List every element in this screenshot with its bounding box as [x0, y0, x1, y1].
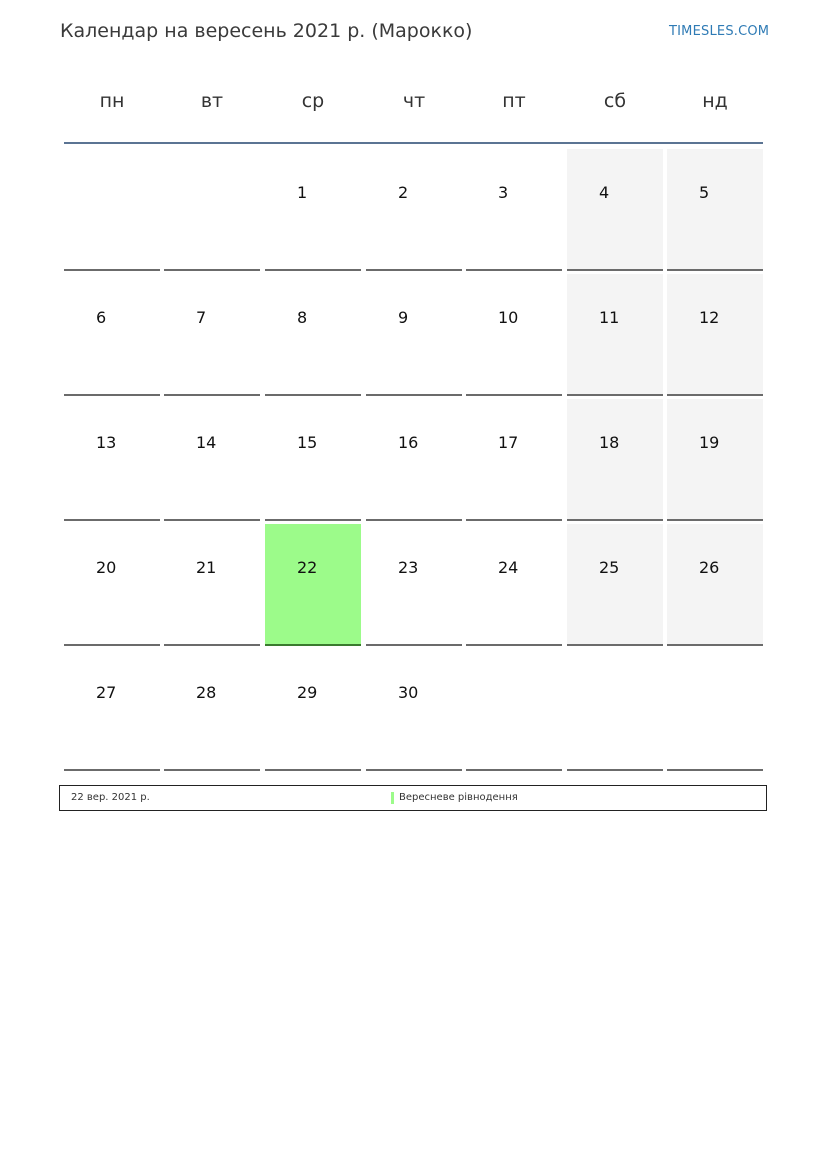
day-cell	[265, 399, 361, 521]
day-number: 27	[96, 683, 117, 702]
day-cell	[667, 149, 763, 271]
day-cell	[265, 649, 361, 771]
weekday-thu: чт	[402, 90, 426, 112]
calendar-grid	[64, 149, 764, 771]
day-number: 11	[599, 308, 620, 327]
day-number: 13	[96, 433, 117, 452]
day-number: 10	[498, 308, 519, 327]
day-cell	[64, 649, 160, 771]
day-cell	[466, 524, 562, 646]
header-divider	[64, 142, 763, 144]
day-cell	[164, 399, 260, 521]
brand-link[interactable]: TIMESLES.COM	[669, 24, 770, 39]
day-cell	[64, 524, 160, 646]
day-number: 6	[96, 308, 107, 327]
day-cell	[667, 524, 763, 646]
day-cell	[366, 524, 462, 646]
day-number: 23	[398, 558, 419, 577]
day-cell	[366, 149, 462, 271]
weekday-sun: нд	[702, 90, 728, 112]
day-number: 25	[599, 558, 620, 577]
day-cell	[667, 399, 763, 521]
day-number: 8	[297, 308, 308, 327]
day-cell	[164, 524, 260, 646]
day-number: 30	[398, 683, 419, 702]
weekday-header	[64, 90, 764, 120]
day-cell	[265, 274, 361, 396]
weekday-wed: ср	[301, 90, 325, 112]
day-cell	[466, 399, 562, 521]
day-cell	[567, 274, 663, 396]
day-number: 12	[699, 308, 720, 327]
empty-cell	[567, 649, 663, 771]
day-number: 29	[297, 683, 318, 702]
day-cell	[667, 274, 763, 396]
day-number: 22	[297, 558, 318, 577]
day-cell	[466, 149, 562, 271]
day-number: 1	[297, 183, 308, 202]
legend-holiday-name: Вересневе рівнодення	[399, 792, 518, 803]
day-number: 3	[498, 183, 509, 202]
day-cell	[64, 274, 160, 396]
day-cell	[64, 399, 160, 521]
weekday-fri: пт	[502, 90, 526, 112]
empty-cell	[164, 149, 260, 271]
empty-cell	[667, 649, 763, 771]
day-number: 4	[599, 183, 610, 202]
day-cell	[366, 274, 462, 396]
day-number: 5	[699, 183, 710, 202]
day-cell	[164, 274, 260, 396]
day-cell	[265, 524, 361, 646]
day-number: 26	[699, 558, 720, 577]
day-number: 17	[498, 433, 519, 452]
holiday-legend	[59, 785, 767, 811]
day-number: 21	[196, 558, 217, 577]
day-cell	[466, 274, 562, 396]
empty-cell	[64, 149, 160, 271]
day-number: 18	[599, 433, 620, 452]
day-cell	[164, 649, 260, 771]
day-cell	[567, 399, 663, 521]
day-number: 2	[398, 183, 409, 202]
day-cell	[567, 524, 663, 646]
day-number: 19	[699, 433, 720, 452]
day-cell	[366, 649, 462, 771]
weekday-mon: пн	[99, 90, 125, 112]
day-number: 14	[196, 433, 217, 452]
day-cell	[265, 149, 361, 271]
weekday-sat: сб	[603, 90, 627, 112]
day-number: 7	[196, 308, 207, 327]
day-number: 20	[96, 558, 117, 577]
day-cell	[567, 149, 663, 271]
empty-cell	[466, 649, 562, 771]
day-cell	[366, 399, 462, 521]
page-title: Календар на вересень 2021 р. (Марокко)	[60, 20, 473, 42]
legend-date: 22 вер. 2021 р.	[71, 792, 150, 803]
day-number: 15	[297, 433, 318, 452]
legend-color-mark	[391, 792, 394, 804]
day-number: 28	[196, 683, 217, 702]
day-number: 24	[498, 558, 519, 577]
weekday-tue: вт	[200, 90, 224, 112]
day-number: 9	[398, 308, 409, 327]
day-number: 16	[398, 433, 419, 452]
